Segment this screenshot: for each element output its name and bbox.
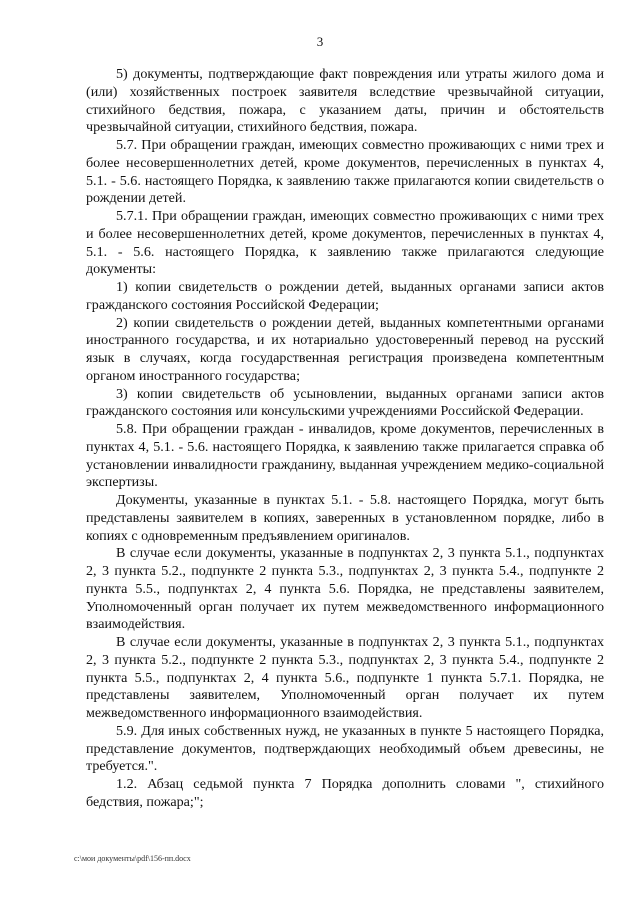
paragraph-interagency-1: В случае если документы, указанные в подпунктах 2, 3 пункта 5.1., подпунктах 2, 3 пункта 5.2., подпункте 2 пункта 5.3., подпунктах 2, 3 пункта 5.4., подпункте 2 пункта 5.5., подпунктах 2, 4 пункта 5.6. Порядка, не представлены заявителем, Уполномоченный орган получает их путем межведомственного информационного взаимодействия. bbox=[86, 545, 604, 633]
paragraph-5-8: 5.8. При обращении граждан - инвалидов, кроме документов, перечисленных в пунктах 4, 5.1. - 5.6. настоящего Порядка, к заявлению также прилагается справка об установлении инвалидности гражданину, выданная учреждением медико-социальной экспертизы. bbox=[86, 421, 604, 491]
paragraph-5-9: 5.9. Для иных собственных нужд, не указанных в пункте 5 настоящего Порядка, представление документов, подтверждающих необходимый объем древесины, не требуется.". bbox=[86, 722, 604, 775]
paragraph-interagency-2: В случае если документы, указанные в подпунктах 2, 3 пункта 5.1., подпунктах 2, 3 пункта 5.2., подпункте 2 пункта 5.3., подпунктах 2, 3 пункта 5.4., подпункте 2 пункта 5.5., подпунктах 2, 4 пункта 5.6., подпункте 1 пункта 5.7.1. Порядка, не представлены заявителем, Уполномоченный орган получает их путем межведомственного информационного взаимодействия. bbox=[86, 634, 604, 721]
document-body bbox=[86, 66, 604, 812]
paragraph-item-3: 3) копии свидетельств об усыновлении, выданных органами записи актов гражданского состояния или консульскими учреждениями Российской Федерации. bbox=[86, 385, 604, 420]
paragraph-item-2: 2) копии свидетельств о рождении детей, выданных компетентными органами иностранного государства, и их нотариально удостоверенный перевод на русский язык в случаях, когда государственная регистрация произведена компетентным органом иностранного государства; bbox=[86, 314, 604, 384]
paragraph-copies: Документы, указанные в пунктах 5.1. - 5.8. настоящего Порядка, могут быть представлены заявителем в копиях, заверенных в установленном порядке, либо в копиях с одновременным предъявлением оригиналов. bbox=[86, 492, 604, 544]
file-path-footer: c:\мои документы\pdf\156-пп.docx bbox=[74, 854, 191, 863]
paragraph-1-2: 1.2. Абзац седьмой пункта 7 Порядка дополнить словами ", стихийного бедствия, пожара;"; bbox=[86, 776, 604, 810]
paragraph-item-1: 1) копии свидетельств о рождении детей, выданных органами записи актов гражданского состояния Российской Федерации; bbox=[86, 279, 604, 313]
paragraph-documents-damage: 5) документы, подтверждающие факт повреждения или утраты жилого дома и (или) хозяйственных построек заявителя вследствие чрезвычайной ситуации, стихийного бедствия, пожара, с указанием даты, причин и обстоятельств чрезвычайной ситуации, стихийного бедствия, пожара. bbox=[86, 66, 604, 136]
paragraph-5-7-1: 5.7.1. При обращении граждан, имеющих совместно проживающих с ними трех и более несовершеннолетних детей, кроме документов, перечисленных в пунктах 4, 5.1. - 5.6. настоящего Порядка, к заявлению также прилагаются следующие документы: bbox=[86, 208, 604, 278]
paragraph-5-7: 5.7. При обращении граждан, имеющих совместно проживающих с ними трех и более несовершеннолетних детей, кроме документов, перечисленных в пунктах 4, 5.1. - 5.6. настоящего Порядка, к заявлению также прилагаются копии свидетельств о рождении детей. bbox=[86, 137, 604, 207]
page-number: 3 bbox=[316, 34, 324, 49]
